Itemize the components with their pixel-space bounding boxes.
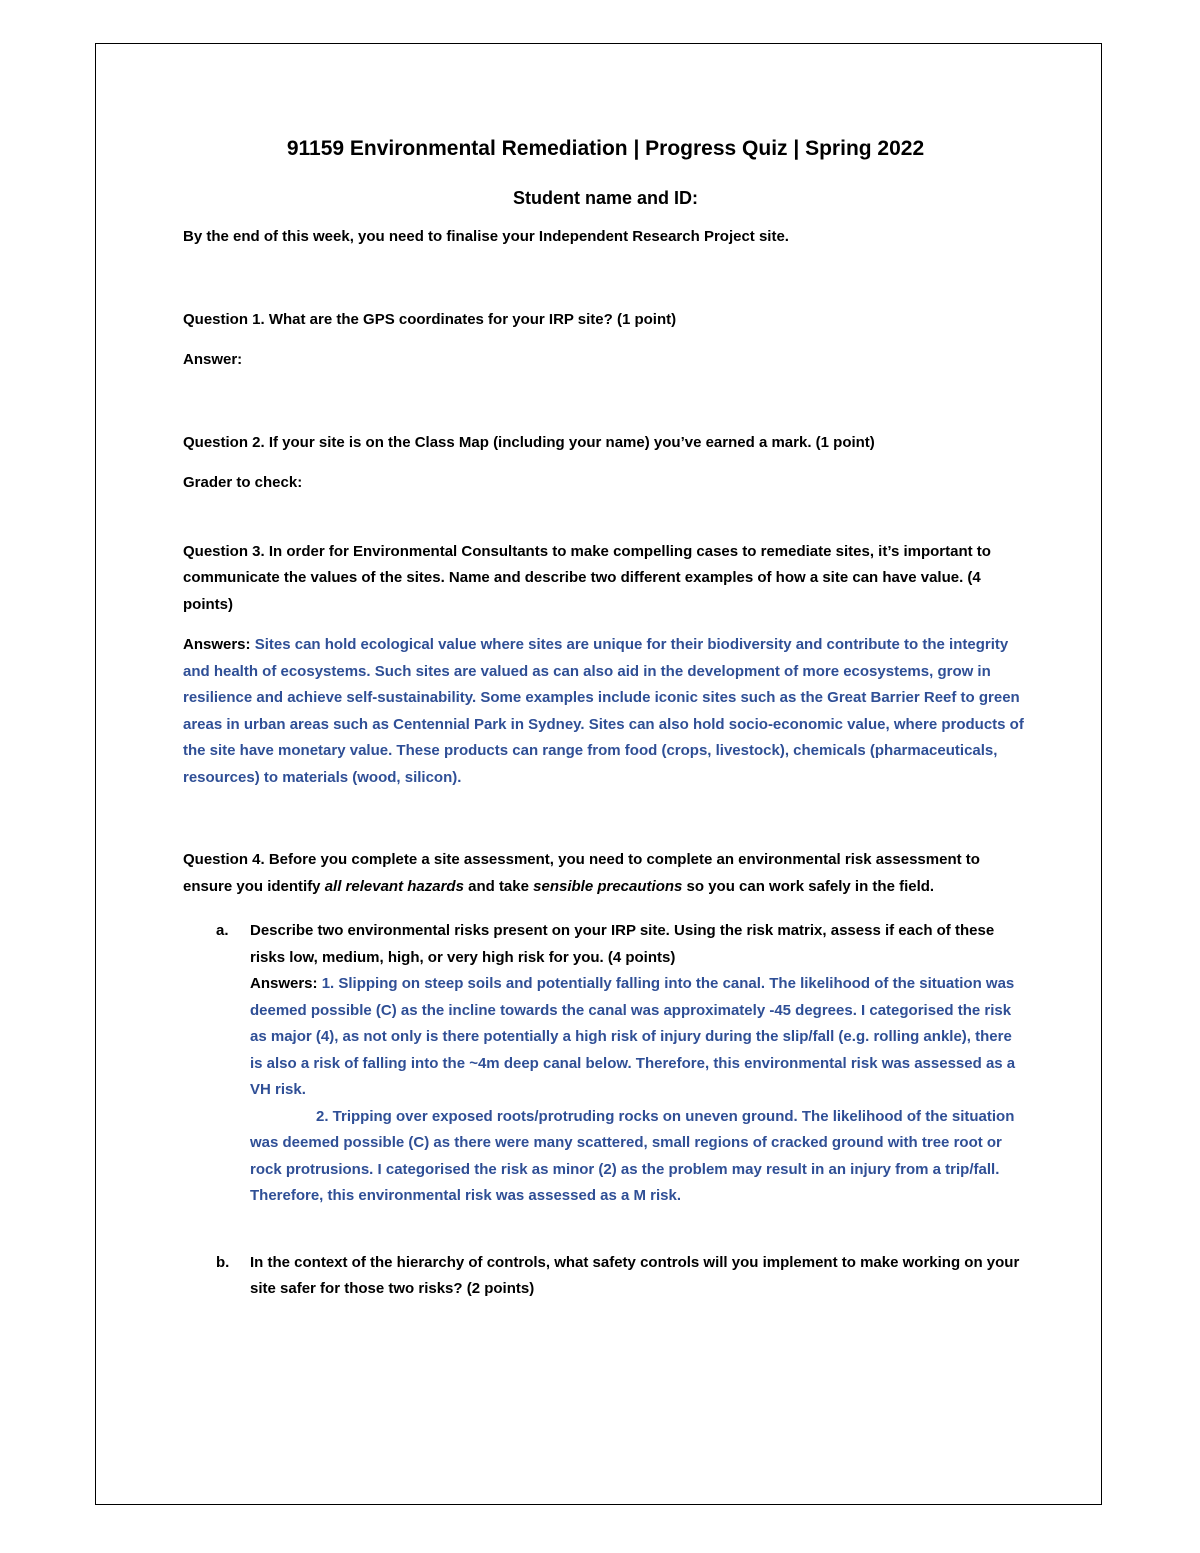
part-a-marker: a. xyxy=(216,922,229,939)
question-3-answer-text: Sites can hold ecological value where sites are unique for their biodiversity and contribute to the integrity and health of ecosystems. Such sites are valued as can also aid in the development of more ecosystems, grow in resilience and achieve self-sustainability. Some examples include iconic sites such as the Great Barrier Reef to green areas in urban areas such as Centennial Park in Sydney. Sites can also hold socio-economic value, where products of the site have monetary value. These products can range from food (crops, livestock), chemicals (pharmaceuticals, resources) to materials (wood, silicon). xyxy=(183,636,1024,786)
part-a-answer xyxy=(250,971,1028,1104)
question-4-part-b xyxy=(183,1250,1028,1303)
question-3: Question 3. In order for Environmental Consultants to make compelling cases to remediate sites, it’s important to communicate the values of the sites. Name and describe two different examples of how a site can have value. (4 points) xyxy=(183,542,991,613)
question-1-answer-label: Answer: xyxy=(183,351,243,368)
question-4-parts xyxy=(183,918,1028,1303)
question-4-text-a: Question 4. Before you complete a site assessment, you need to complete an environmental risk assessment to ensure you identify xyxy=(183,851,980,895)
part-b-question: In the context of the hierarchy of controls, what safety controls will you implement to make working on your site safer for those two risks? (2 points) xyxy=(250,1253,1020,1297)
intro-text: By the end of this week, you need to finalise your Independent Research Project site. xyxy=(183,228,789,245)
document-title: 91159 Environmental Remediation | Progress Quiz | Spring 2022 xyxy=(286,137,925,160)
document-body xyxy=(183,130,1028,1303)
part-a-answer-2: 2. Tripping over exposed roots/protruding rocks on uneven ground. The likelihood of the situation was deemed possible (C) as there were many scattered, small regions of cracked ground with tree root or rock protrusions. I categorised the risk as minor (2) as the problem may result in an injury from a trip/fall. Therefore, this environmental risk was assessed as a M risk. xyxy=(250,1107,1015,1204)
part-a-answer-label: Answers: xyxy=(250,975,318,992)
question-4-part-a xyxy=(183,918,1028,1210)
part-a-answer-1: 1. Slipping on steep soils and potentially falling into the canal. The likelihood of the situation was deemed possible (C) as the incline towards the canal was approximately -45 degrees. I categorised the risk as major (4), as not only is there potentially a high risk of injury during the slip/fall (e.g. rolling ankle), there is also a risk of falling into the ~4m deep canal below. Therefore, this environmental risk was assessed as a VH risk. xyxy=(250,975,1016,1098)
part-a-question: Describe two environmental risks present on your IRP site. Using the risk matrix, assess if each of these risks low, medium, high, or very high risk for you. (4 points) xyxy=(250,922,995,966)
question-4-emphasis-precautions: sensible precautions xyxy=(533,877,683,895)
question-1: Question 1. What are the GPS coordinates for your IRP site? (1 point) xyxy=(183,310,677,328)
question-3-answer-label: Answers: xyxy=(183,636,251,653)
question-3-answer xyxy=(183,632,1028,791)
question-4-text-b: and take xyxy=(463,877,534,895)
part-a-answer-2-row xyxy=(250,1104,1028,1210)
question-4 xyxy=(183,847,1028,900)
question-4-text-c: so you can work safely in the field. xyxy=(682,877,935,895)
student-name-label: Student name and ID: xyxy=(512,188,698,208)
question-4-emphasis-hazards: all relevant hazards xyxy=(324,877,464,895)
question-2-grader-label: Grader to check: xyxy=(183,474,303,491)
part-b-marker: b. xyxy=(216,1253,230,1271)
question-2: Question 2. If your site is on the Class Map (including your name) you’ve earned a mark. (1 point) xyxy=(183,433,875,451)
